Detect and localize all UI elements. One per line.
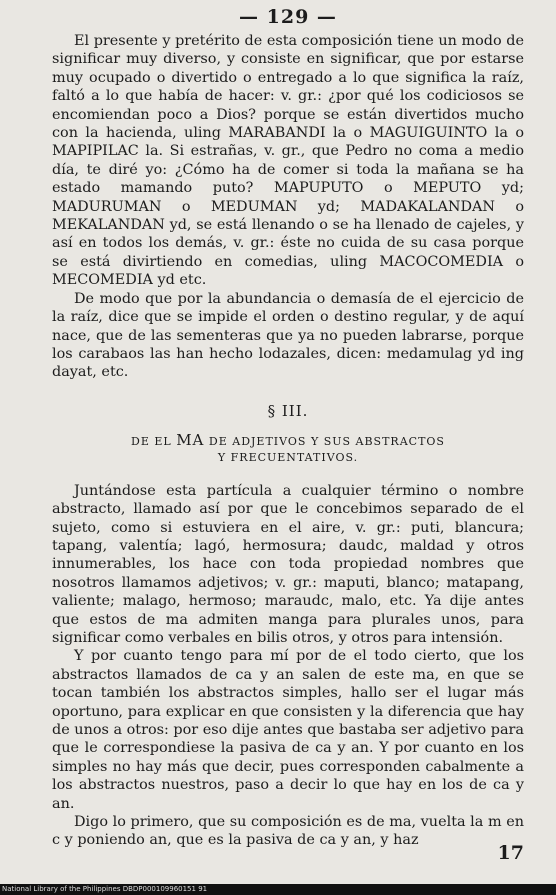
- paragraph: De modo que por la abundancia o demasía de el ejercicio de la raíz, dice que se impide el orden o destino regular, y de aquí nace, que de las sementeras que ya no pueden labrarse, porque los carabaos las han hecho lodazales, dicen: medamulag yd ing dayat, etc.: [52, 290, 524, 381]
- scan-footer: National Library of the Philippines DBDP000109960151 91: [0, 884, 556, 895]
- section-title: § III.: [267, 401, 309, 420]
- section-subheading: [52, 432, 524, 466]
- text-block-bottom: [52, 482, 524, 850]
- paragraph: Digo lo primero, que su composición es de ma, vuelta la m en c y poniendo an, que es la pasiva de ca y an, y haz: [52, 814, 524, 849]
- paragraph: El presente y pretérito de esta composición tiene un modo de significar muy diverso, y consiste en significar, que por estarse muy ocupado o divertido o entregado a lo que significa la raíz, faltó a lo que había de hacer: v. gr.: ¿por qué los codiciosos se encomiendan poco a Dios? porque se están divertidos mucho con la hacienda, uling MARABANDI la o MAGUIGUINTO la o MAPIPILAC la. Si estrañas, v. gr., que Pedro no coma a medio día, te diré yo: ¿Cómo ha de comer si toda la mañana se ha estado mamando puto? MAPUPUTO o MEPUTO yd; MADURUMAN o MEDUMAN yd; MADAKALANDAN o MEKALANDAN yd, se está llenando o se ha llenado de cajeles, y así en todos los demás, v. gr.: éste no cuida de su casa porque se está divirtiendo en comedias, uling MACOCOMEDIA o MECOMEDIA yd etc.: [52, 33, 524, 289]
- text-block-top: [52, 32, 524, 382]
- subheading-prefix: DE EL: [131, 434, 172, 448]
- signature-mark: 17: [497, 842, 524, 864]
- paragraph: Y por cuanto tengo para mí por de el todo cierto, que los abstractos llamados de ca y an salen de este ma, en que se tocan también los abstractos simples, hallo ser el lugar más oportuno, para explicar en que consisten y la diferencia que hay de unos a otros: por eso dije antes que bastaba ser adjetivo para que le correspondiese la pasiva de ca y an. Y por cuanto en los simples no hay más que decir, pues corresponden cabalmente a los abstractos nuestros, paso a decir lo que hay en los de ca y an.: [52, 648, 524, 812]
- subheading-line2: Y FRECUENTATIVOS.: [217, 450, 359, 464]
- page-number: — 129 —: [239, 6, 337, 28]
- paragraph: Juntándose esta partícula a cualquier término o nombre abstracto, llamado así por que le concebimos separado de el sujeto, como si estuviera en el aire, v. gr.: puti, blancura; tapang, valentía; lagó, hermosura; daudc, maldad y otros innumerables, los hace con toda propiedad nombres que nosotros llamamos adjetivos; v. gr.: maputi, blanco; matapang, valiente; malago, hermoso; maraudc, malo, etc. Ya dije antes que estos de ma admiten manga para plurales unos, para significar como verbales en bilis otros, y otros para intensión.: [52, 482, 524, 646]
- subheading-ma: MA: [176, 430, 205, 449]
- subheading-suffix: DE ADJETIVOS Y SUS ABSTRACTOS: [208, 434, 445, 448]
